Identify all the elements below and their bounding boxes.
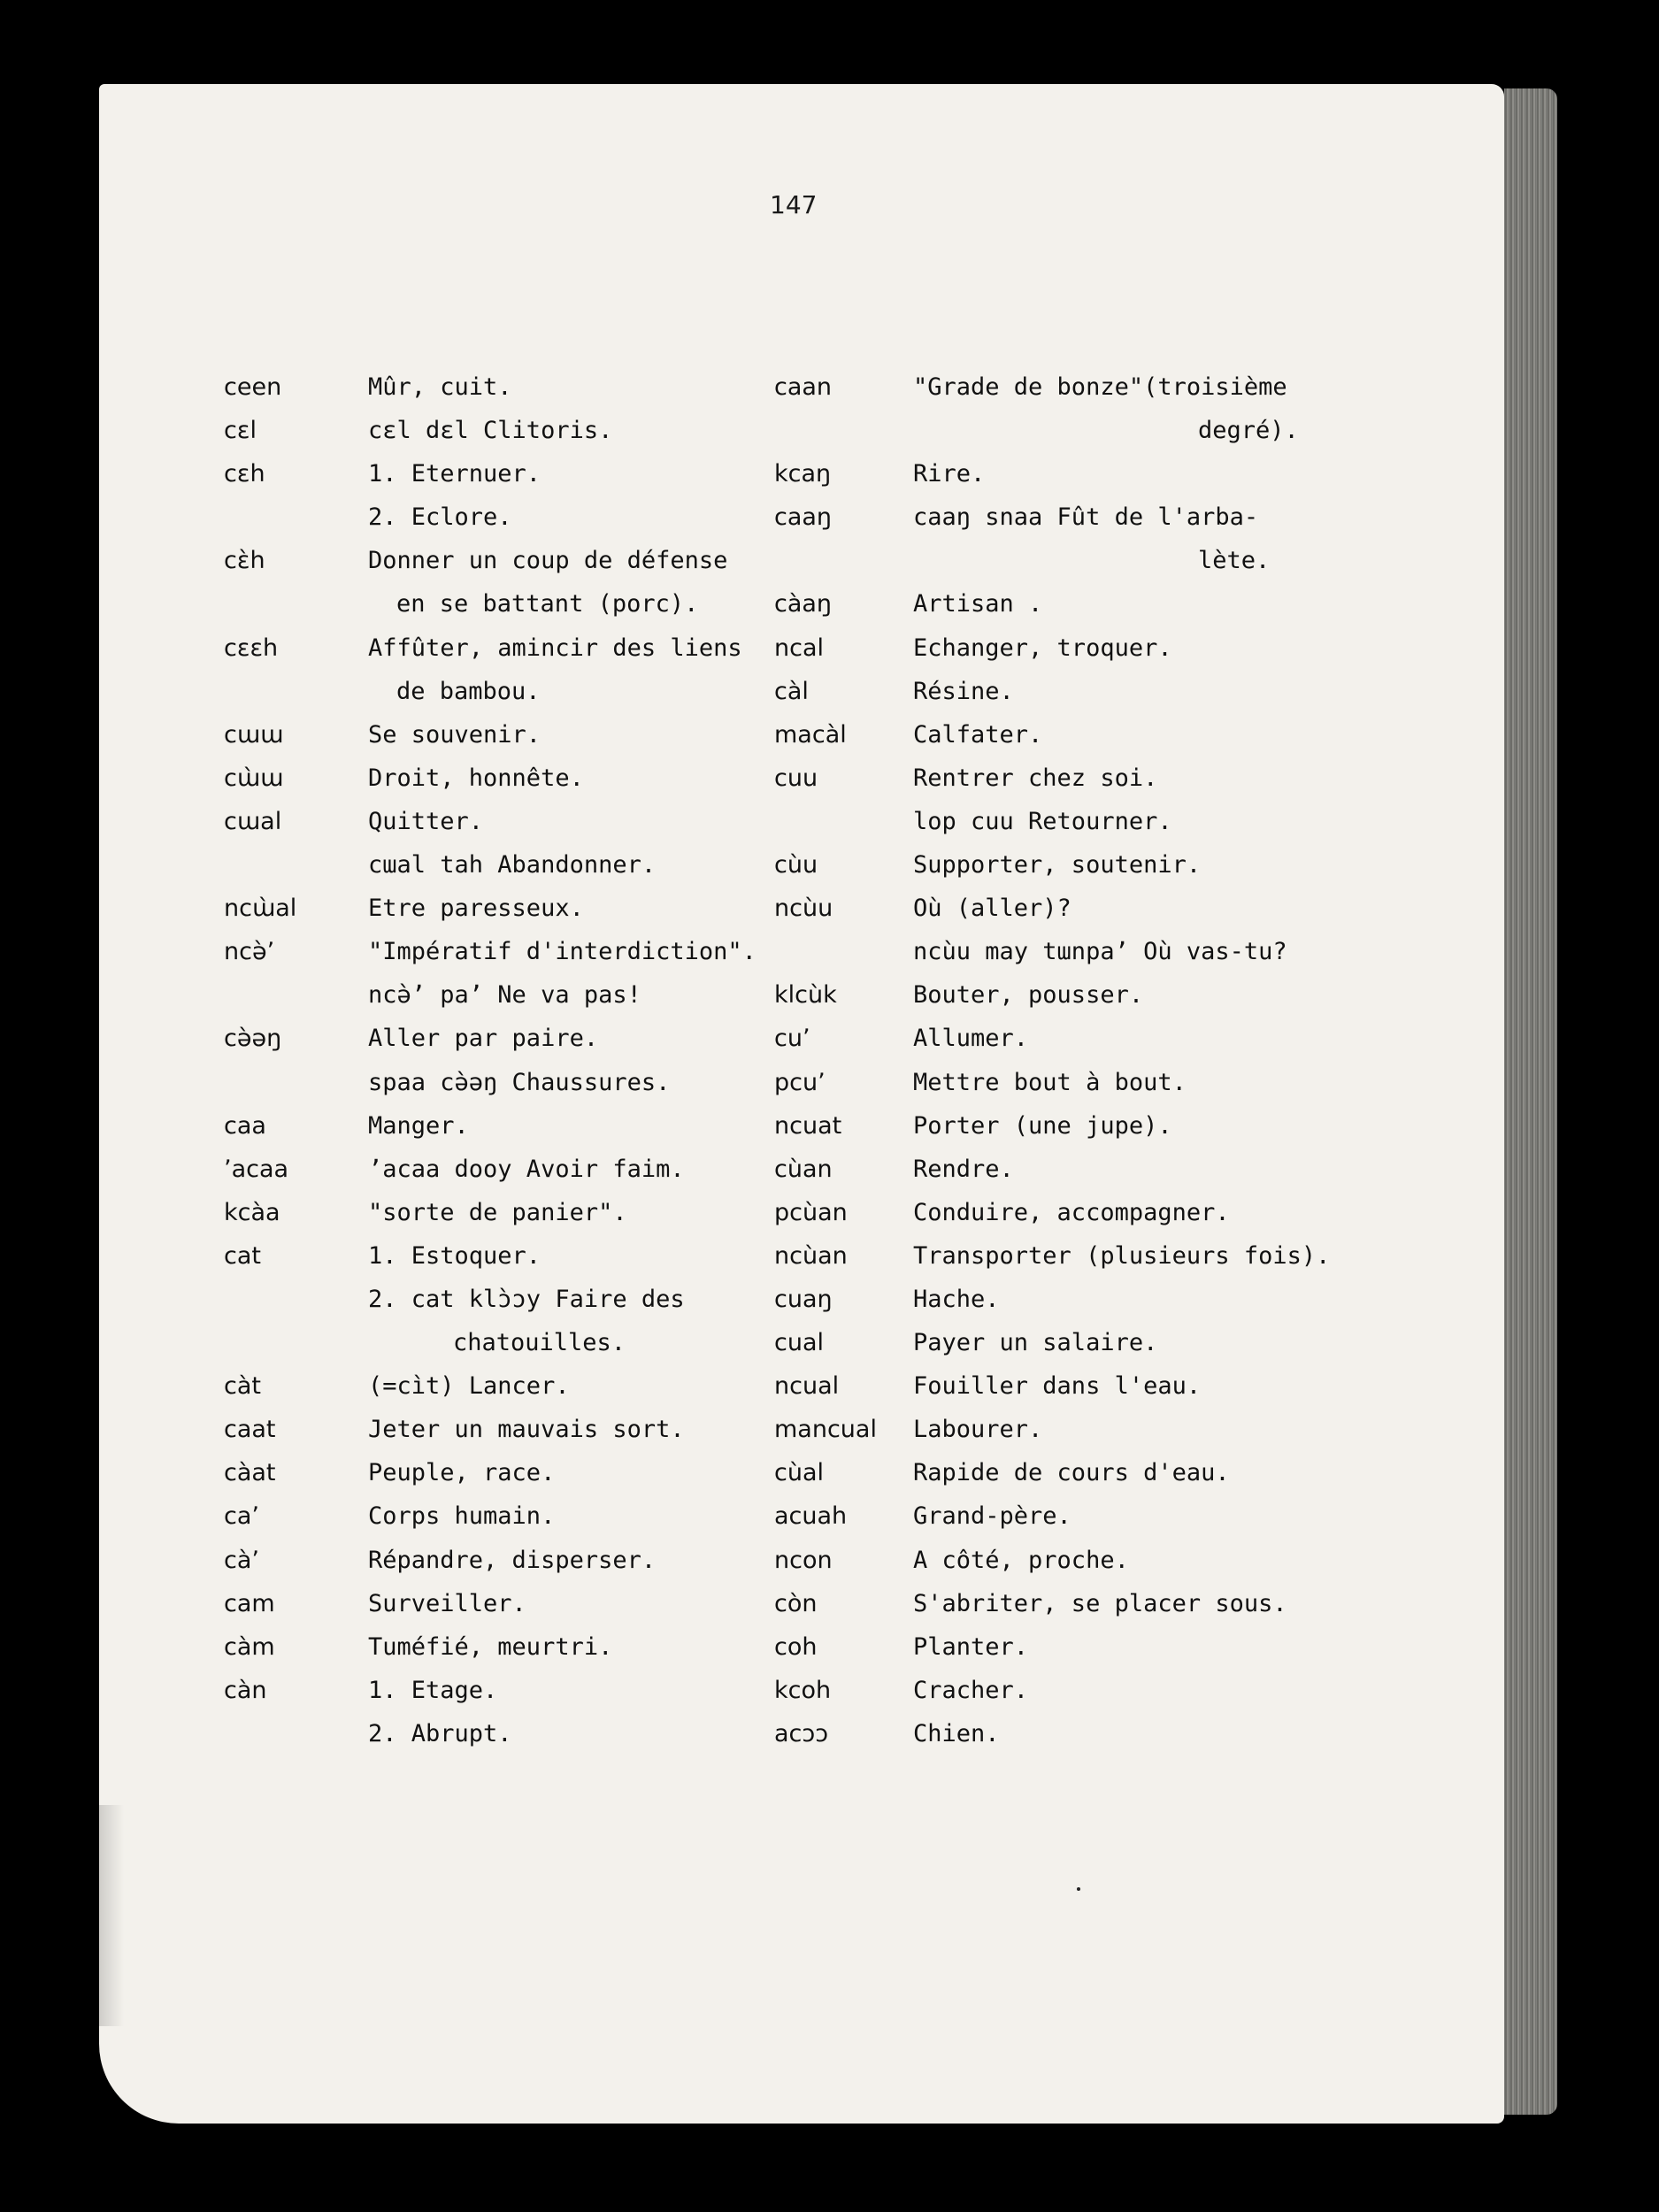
- headword: cɛɛh: [224, 634, 279, 662]
- definition: en se battant (porc).: [396, 590, 699, 618]
- definition: S'abriter, se placer sous.: [913, 1589, 1287, 1617]
- definition: "Grade de bonze"(troisième: [913, 373, 1287, 401]
- headword: cɯɯ: [224, 720, 284, 749]
- headword: càl: [774, 677, 809, 705]
- definition: Droit, honnête.: [368, 764, 584, 792]
- definition: 2. Eclore.: [368, 503, 512, 532]
- definition: degré).: [1198, 417, 1299, 445]
- definition: (=cìt) Lancer.: [368, 1372, 570, 1401]
- headword: cual: [774, 1329, 825, 1357]
- headword: caʼ: [224, 1502, 259, 1531]
- definition: Où (aller)?: [913, 895, 1071, 923]
- headword: cùal: [774, 1459, 825, 1487]
- definition: Conduire, accompagner.: [913, 1198, 1230, 1226]
- definition: Transporter (plusieurs fois).: [913, 1241, 1331, 1270]
- definition: Manger.: [368, 1111, 469, 1140]
- headword: macàl: [774, 720, 847, 749]
- headword: ncùan: [774, 1241, 848, 1270]
- headword: ncon: [774, 1546, 833, 1574]
- headword: kcaŋ: [774, 460, 832, 488]
- headword: càaŋ: [774, 590, 833, 618]
- headword: ʼacaa: [224, 1155, 289, 1183]
- definition: de bambou.: [396, 677, 541, 705]
- definition: Surveiller.: [368, 1589, 526, 1617]
- definition: Grand-père.: [913, 1502, 1071, 1531]
- definition: Affûter, amincir des liens: [368, 634, 742, 662]
- headword: acɔɔ: [774, 1719, 829, 1747]
- speck: [1077, 1887, 1080, 1891]
- definition: Calfater.: [913, 720, 1043, 749]
- headword: cɛh: [224, 460, 265, 488]
- definition: lète.: [1198, 547, 1271, 575]
- headword: ncal: [774, 634, 825, 662]
- headword: cɛ̀h: [224, 547, 265, 575]
- headword: ncuat: [774, 1111, 842, 1140]
- headword: ncual: [774, 1372, 840, 1401]
- definition: Corps humain.: [368, 1502, 556, 1531]
- definition: 2. Abrupt.: [368, 1719, 512, 1747]
- definition: Quitter.: [368, 807, 484, 835]
- headword: cuaŋ: [774, 1285, 833, 1313]
- definition: Donner un coup de défense: [368, 547, 728, 575]
- definition: cɛl dɛl Clitoris.: [368, 417, 613, 445]
- headword: kcàa: [224, 1198, 280, 1226]
- headword: cùan: [774, 1155, 833, 1183]
- definition: Etre paresseux.: [368, 895, 584, 923]
- headword: ceen: [224, 373, 282, 401]
- headword: cam: [224, 1589, 275, 1617]
- headword: cuʼ: [774, 1025, 810, 1053]
- headword: cə̀əŋ: [224, 1025, 282, 1053]
- definition: Résine.: [913, 677, 1014, 705]
- definition: Tuméfié, meurtri.: [368, 1632, 613, 1661]
- headword: càn: [224, 1676, 267, 1704]
- definition: Fouiller dans l'eau.: [913, 1372, 1202, 1401]
- definition: "Impératif d'interdiction".: [368, 938, 757, 966]
- headword: ncɯ̀al: [224, 895, 297, 923]
- definition: A côté, proche.: [913, 1546, 1129, 1574]
- page-number: 147: [770, 190, 818, 219]
- definition: Cracher.: [913, 1676, 1029, 1704]
- definition: caaŋ snaa Fût de l'arba-: [913, 503, 1259, 532]
- headword: pcùan: [774, 1198, 848, 1226]
- headword: coh: [774, 1632, 818, 1661]
- definition: Se souvenir.: [368, 720, 541, 749]
- headword: còn: [774, 1589, 818, 1617]
- headword: càm: [224, 1632, 275, 1661]
- headword: càt: [224, 1372, 261, 1401]
- headword: càʼ: [224, 1546, 259, 1574]
- definition: ʼacaa dooy Avoir faim.: [368, 1155, 685, 1183]
- definition: Aller par paire.: [368, 1025, 599, 1053]
- headword: cuu: [774, 764, 818, 792]
- headword: cùu: [774, 851, 818, 879]
- definition: Artisan .: [913, 590, 1043, 618]
- definition: Supporter, soutenir.: [913, 851, 1202, 879]
- definition: Rapide de cours d'eau.: [913, 1459, 1230, 1487]
- headword: caaŋ: [774, 503, 833, 532]
- definition: 1. Eternuer.: [368, 460, 541, 488]
- headword: klcùk: [774, 981, 837, 1010]
- definition: ncùu may tɯnpaʼ Où vas-tu?: [913, 938, 1287, 966]
- definition: Bouter, pousser.: [913, 981, 1144, 1010]
- definition: Rentrer chez soi.: [913, 764, 1158, 792]
- definition: Porter (une jupe).: [913, 1111, 1172, 1140]
- definition: Rendre.: [913, 1155, 1014, 1183]
- definition: Allumer.: [913, 1025, 1029, 1053]
- page-curl-shadow: [99, 1805, 124, 2026]
- definition: Hache.: [913, 1285, 1000, 1313]
- headword: pcuʼ: [774, 1068, 826, 1096]
- definition: Mettre bout à bout.: [913, 1068, 1187, 1096]
- definition: spaa cə̀əŋ Chaussures.: [368, 1068, 671, 1096]
- definition: chatouilles.: [453, 1329, 626, 1357]
- page-edges: [1504, 88, 1557, 2115]
- definition: Jeter un mauvais sort.: [368, 1416, 685, 1444]
- definition: Peuple, race.: [368, 1459, 556, 1487]
- definition: Labourer.: [913, 1416, 1043, 1444]
- headword: cɯ̀ɯ: [224, 764, 284, 792]
- headword: caa: [224, 1111, 266, 1140]
- definition: Mûr, cuit.: [368, 373, 512, 401]
- definition: cɯal tah Abandonner.: [368, 851, 657, 879]
- definition: Echanger, troquer.: [913, 634, 1172, 662]
- definition: Répandre, disperser.: [368, 1546, 657, 1574]
- definition: "sorte de panier".: [368, 1198, 627, 1226]
- definition: Planter.: [913, 1632, 1029, 1661]
- headword: acuah: [774, 1502, 848, 1531]
- headword: cɛl: [224, 417, 257, 445]
- headword: ncùu: [774, 895, 833, 923]
- headword: caan: [774, 373, 833, 401]
- definition: 1. Etage.: [368, 1676, 498, 1704]
- definition: Payer un salaire.: [913, 1329, 1158, 1357]
- definition: 1. Estoquer.: [368, 1241, 541, 1270]
- definition: Rire.: [913, 460, 986, 488]
- headword: càat: [224, 1459, 276, 1487]
- headword: cɯal: [224, 807, 282, 835]
- definition: Chien.: [913, 1719, 1000, 1747]
- headword: kcoh: [774, 1676, 832, 1704]
- headword: mancual: [774, 1416, 877, 1444]
- definition: lop cuu Retourner.: [913, 807, 1172, 835]
- headword: caat: [224, 1416, 276, 1444]
- headword: cat: [224, 1241, 261, 1270]
- headword: ncə̀ʼ: [224, 938, 275, 966]
- definition: ncə̀ʼ paʼ Ne va pas!: [368, 981, 641, 1010]
- definition: 2. cat klɔ̀ɔy Faire des: [368, 1285, 685, 1313]
